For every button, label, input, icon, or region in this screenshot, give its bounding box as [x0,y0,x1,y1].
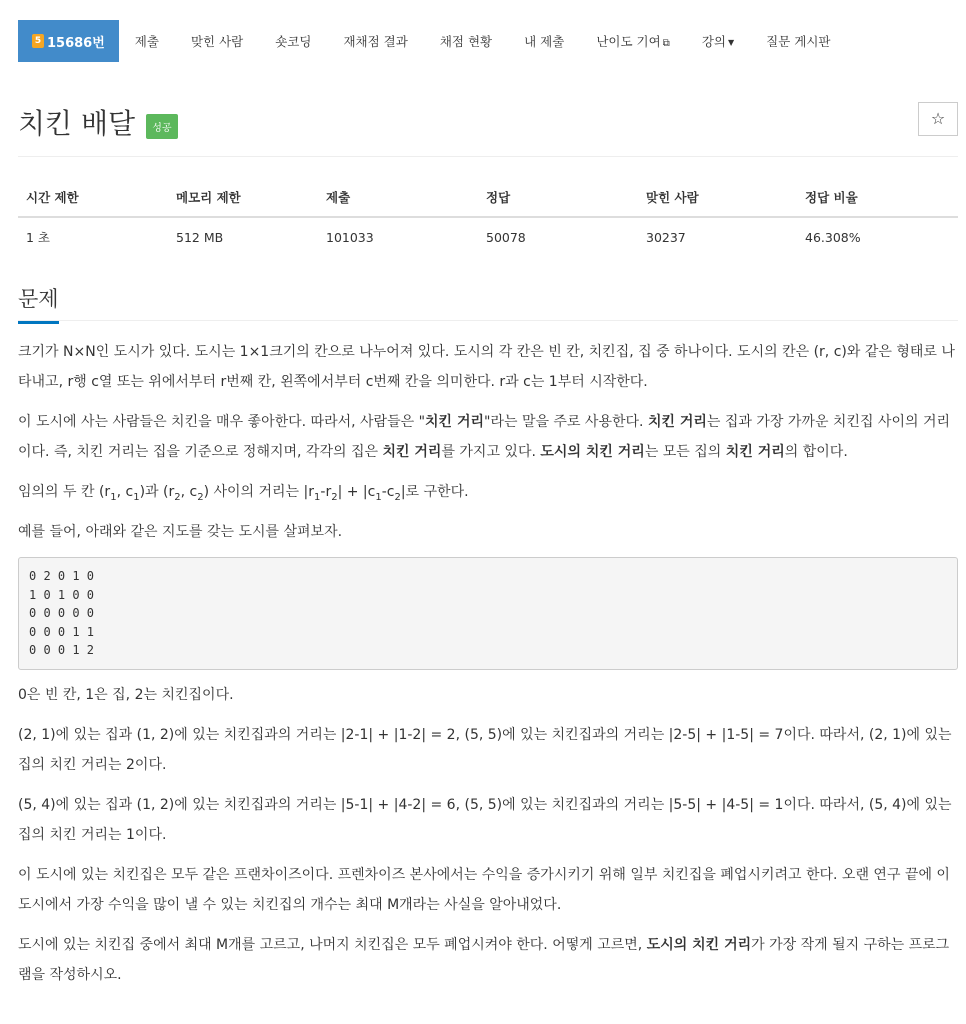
paragraph: (5, 4)에 있는 집과 (1, 2)에 있는 치킨집과의 거리는 |5-1| + |4-2| = 6, (5, 5)에 있는 치킨집과의 거리는 |5-5| + |4-5| = 1이다. 따라서, (5, 4)에 있는 집의 치킨 거리는 1이다. [18,796,952,843]
nav-problem-number[interactable] [18,20,119,62]
stats-header: 맞힌 사람 [638,178,797,217]
stats-header: 시간 제한 [18,178,168,217]
title-row [18,102,958,157]
section-title: 문제 [18,283,59,324]
stats-header: 정답 [478,178,638,217]
star-icon: ☆ [930,109,946,128]
nav-lectures-label: 강의 [701,34,726,49]
star-button[interactable] [918,102,958,136]
nav-board[interactable]: 질문 게시판 [766,34,831,49]
problem-title: 치킨 배달 [18,107,136,140]
stats-cell: 30237 [646,229,686,245]
paragraph: 이 도시에 있는 치킨집은 모두 같은 프랜차이즈이다. 프렌차이즈 본사에서는 수익을 증가시키기 위해 일부 치킨집을 폐업시키려고 한다. 오랜 연구 끝에 이 도시에서 가장 수익을 많이 낼 수 있는 치킨집의 개수는 최대 M개라는 사실을 알아내었다. [18,866,950,913]
nav-status[interactable]: 채점 현황 [439,34,493,49]
paragraph: 0은 빈 칸, 1은 집, 2는 치킨집이다. [18,686,234,703]
nav-difficulty[interactable] [580,32,686,50]
stats-header: 메모리 제한 [168,178,318,217]
nav-solved-users[interactable]: 맞힌 사람 [190,34,244,49]
stats-header: 제출 [318,178,478,217]
stats-cell: 101033 [326,229,374,245]
stats-cell: 50078 [486,229,526,245]
external-link-icon: ⧉ [662,38,670,49]
stats-cell: 1 초 [26,230,51,245]
status-badge: 성공 [146,114,177,139]
paragraph: 크기가 N×N인 도시가 있다. 도시는 1×1크기의 칸으로 나누어져 있다. 도시의 각 칸은 빈 칸, 치킨집, 집 중 하나이다. 도시의 칸은 (r, c)와 같은 형태로 나타내고, r행 c열 또는 위에서부터 r번째 칸, 왼쪽에서부터 c번째 칸을 의미한다. r과 c는 1부터 시작한다. [18,344,955,390]
paragraph: 임의의 두 칸 ($r_1$, $c_1$)과 ($r_2$, $c_2$) 사이의 거리는 $|r_1-r_2| + |c_1-c_2|$로 구한다. [18,484,469,503]
nav-submit[interactable]: 제출 [134,34,159,49]
sample-map: 0 2 0 1 0 1 0 1 0 0 0 0 0 0 0 0 0 0 1 1 0 0 0 1 2 [18,557,958,670]
problem-stats-table [18,178,958,256]
stats-cell: 512 MB [176,229,224,245]
stats-header: 정답 비율 [797,178,958,217]
tier-icon: 5 [32,34,44,48]
problem-section-header [18,283,958,321]
nav-lectures[interactable] [686,32,750,50]
problem-description [18,337,958,990]
paragraph: 도시에 있는 치킨집 중에서 최대 M개를 고르고, 나머지 치킨집은 모두 폐업시켜야 한다. 어떻게 고르면, 도시의 치킨 거리가 가장 작게 될지 구하는 프로그램을 작성하시오. [18,936,950,983]
stats-cell: 46.308% [805,229,861,245]
nav-my-submissions[interactable]: 내 제출 [524,34,565,49]
paragraph: (2, 1)에 있는 집과 (1, 2)에 있는 치킨집과의 거리는 |2-1| + |1-2| = 2, (5, 5)에 있는 치킨집과의 거리는 |2-5| + |1-5| = 7이다. 따라서, (2, 1)에 있는 집의 치킨 거리는 2이다. [18,726,952,773]
nav-difficulty-label: 난이도 기여 [596,34,661,49]
paragraph: 이 도시에 사는 사람들은 치킨을 매우 좋아한다. 따라서, 사람들은 "치킨 거리"라는 말을 주로 사용한다. 치킨 거리는 집과 가장 가까운 치킨집 사이의 거리이다. 즉, 치킨 거리는 집을 기준으로 정해지며, 각각의 집은 치킨 거리를 가지고 있다. 도시의 치킨 거리는 모든 집의 치킨 거리의 합이다. [18,414,951,460]
nav-short-coding[interactable]: 숏코딩 [275,34,312,49]
caret-down-icon: ▼ [727,38,735,47]
paragraph: 예를 들어, 아래와 같은 지도를 갖는 도시를 살펴보자. [18,524,343,540]
nav-rejudge[interactable]: 재채점 결과 [343,34,408,49]
problem-number-label: 15686번 [47,35,105,51]
problem-menu [18,20,958,62]
